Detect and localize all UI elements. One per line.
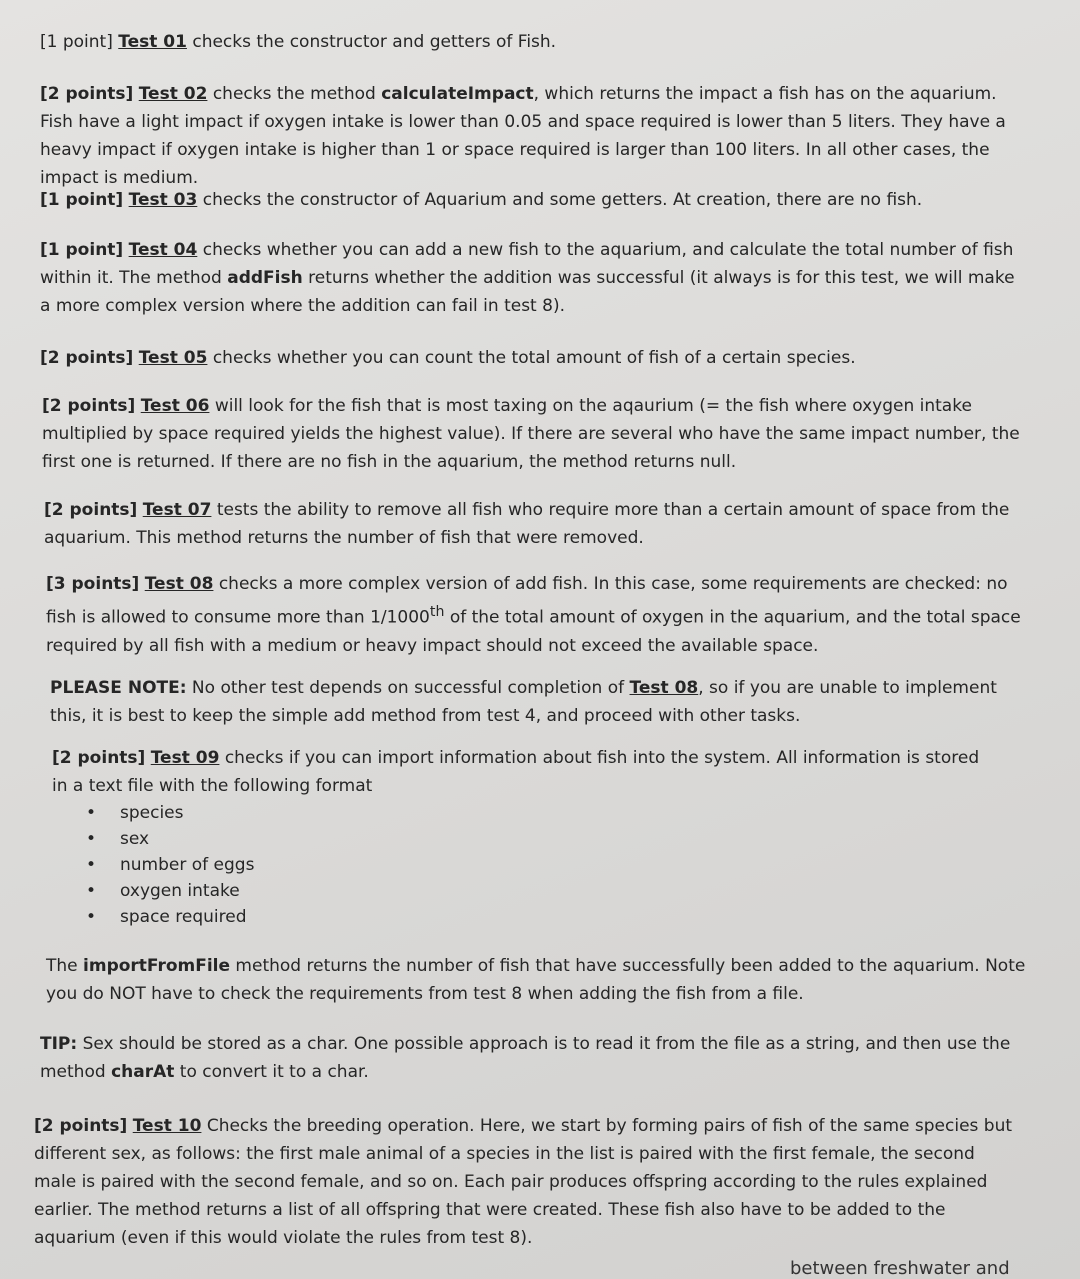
method-name: importFromFile [83, 956, 231, 976]
method-name: addFish [227, 268, 303, 288]
points-label: [1 point] [40, 190, 124, 210]
section-test-10 [34, 1112, 1014, 1252]
note-label: PLEASE NOTE: [50, 678, 187, 698]
section-text: tests the ability to remove all fish who require more than a certain amount of space from the aquarium. This method returns the number of fish that were removed. [44, 500, 1010, 548]
list-item: • oxygen intake [86, 878, 254, 904]
section-test-05 [40, 344, 1020, 372]
section-text: checks the constructor and getters of Fish. [186, 32, 557, 52]
section-test-07 [44, 496, 1024, 552]
section-text: checks the constructor of Aquarium and some getters. At creation, there are no fish. [197, 190, 923, 210]
section-text: of the total amount of oxygen in the aquarium, and the total space required by all fish with a medium or heavy impact should not exceed the available space. [46, 607, 1021, 656]
test-label: Test 03 [128, 190, 198, 210]
section-text: No other test depends on successful completion of [186, 678, 630, 698]
section-text: checks whether you can add a new fish to the aquarium, and calculate the total number of fish within it. The method [40, 240, 1014, 288]
please-note [50, 674, 1030, 730]
points-label: [1 point] [40, 32, 113, 52]
section-text: returns whether the addition was successful (it always is for this test, we will make a more complex version where the addition can fail in test 8). [40, 268, 1015, 316]
section-text: checks whether you can count the total amount of fish of a certain species. [207, 348, 856, 368]
section-test-06 [42, 392, 1022, 476]
list-item: • number of eggs [86, 852, 254, 878]
section-test-03 [40, 186, 1020, 214]
section-test-01 [40, 28, 1020, 56]
tip [40, 1030, 1020, 1086]
list-item: • species [86, 800, 254, 826]
test-label: Test 04 [128, 240, 198, 260]
test-label: Test 10 [132, 1116, 202, 1136]
points-label: [2 points] [42, 396, 136, 416]
section-test-09 [52, 744, 992, 800]
section-test-02 [40, 80, 1020, 192]
test-label: Test 01 [118, 32, 187, 52]
points-label: [2 points] [44, 500, 138, 520]
points-label: [1 point] [40, 240, 124, 260]
list-item: • space required [86, 904, 254, 930]
list-item: • sex [86, 826, 254, 852]
section-text: , so if you are unable to implement this, it is best to keep the simple add method from test 4, and proceed with other tasks. [50, 678, 997, 726]
import-from-file-note [46, 952, 1026, 1008]
section-text: Sex should be stored as a char. One possible approach is to read it from the file as a string, and then use the method [40, 1034, 1011, 1082]
section-text: to convert it to a char. [174, 1062, 369, 1082]
section-test-08 [46, 570, 1026, 660]
points-label: [2 points] [52, 748, 146, 768]
points-label: [2 points] [40, 84, 134, 104]
file-format-list [86, 800, 254, 930]
test-label: Test 08 [144, 574, 214, 594]
tip-label: TIP: [40, 1034, 78, 1054]
section-text: checks a more complex version of add fish. In this case, some requirements are checked: no fish is allowed to consume more than 1/1000 [46, 574, 1008, 628]
test-label: Test 06 [140, 396, 210, 416]
method-name: charAt [111, 1062, 175, 1082]
superscript: th [429, 604, 445, 620]
test-label: Test 07 [142, 500, 212, 520]
section-text: checks if you can import information about fish into the system. All information is stored in a text file with the following format [52, 748, 980, 796]
section-text: , which returns the impact a fish has on the aquarium. Fish have a light impact if oxygen intake is lower than 0.05 and space required is lower than 5 liters. They have a heavy impact if oxygen intake is higher than 1 or space required is larger than 100 liters. In all other cases, the impact is medium. [40, 84, 1006, 188]
method-name: calculateImpact [381, 84, 534, 104]
section-text: method returns the number of fish that have successfully been added to the aquarium. Note you do NOT have to check the requirements from test 8 when adding the fish from a file. [46, 956, 1026, 1004]
section-test-04 [40, 236, 1020, 320]
test-label: Test 05 [138, 348, 208, 368]
test-label: Test 08 [629, 678, 699, 698]
test-label: Test 02 [138, 84, 208, 104]
section-text: checks the method [207, 84, 382, 104]
test-label: Test 09 [150, 748, 220, 768]
points-label: [2 points] [40, 348, 134, 368]
section-text: will look for the fish that is most taxing on the aqaurium (= the fish where oxygen intake multiplied by space required yields the highest value). If there are several who have the same impact number, the first one is returned. If there are no fish in the aquarium, the method returns null. [42, 396, 1020, 472]
section-text: Checks the breeding operation. Here, we start by forming pairs of fish of the same species but different sex, as follows: the first male animal of a species in the list is paired with the first female, the second male is paired with the second female, and so on. Each pair produces offspring according to the rules explained earlier. The method returns a list of all offspring that were created. These fish also have to be added to the aquarium (even if this would violate the rules from test 8). [34, 1116, 1013, 1248]
section-text: The [46, 956, 84, 976]
cut-off-text: between freshwater and [790, 1258, 1010, 1279]
points-label: [2 points] [34, 1116, 128, 1136]
points-label: [3 points] [46, 574, 140, 594]
